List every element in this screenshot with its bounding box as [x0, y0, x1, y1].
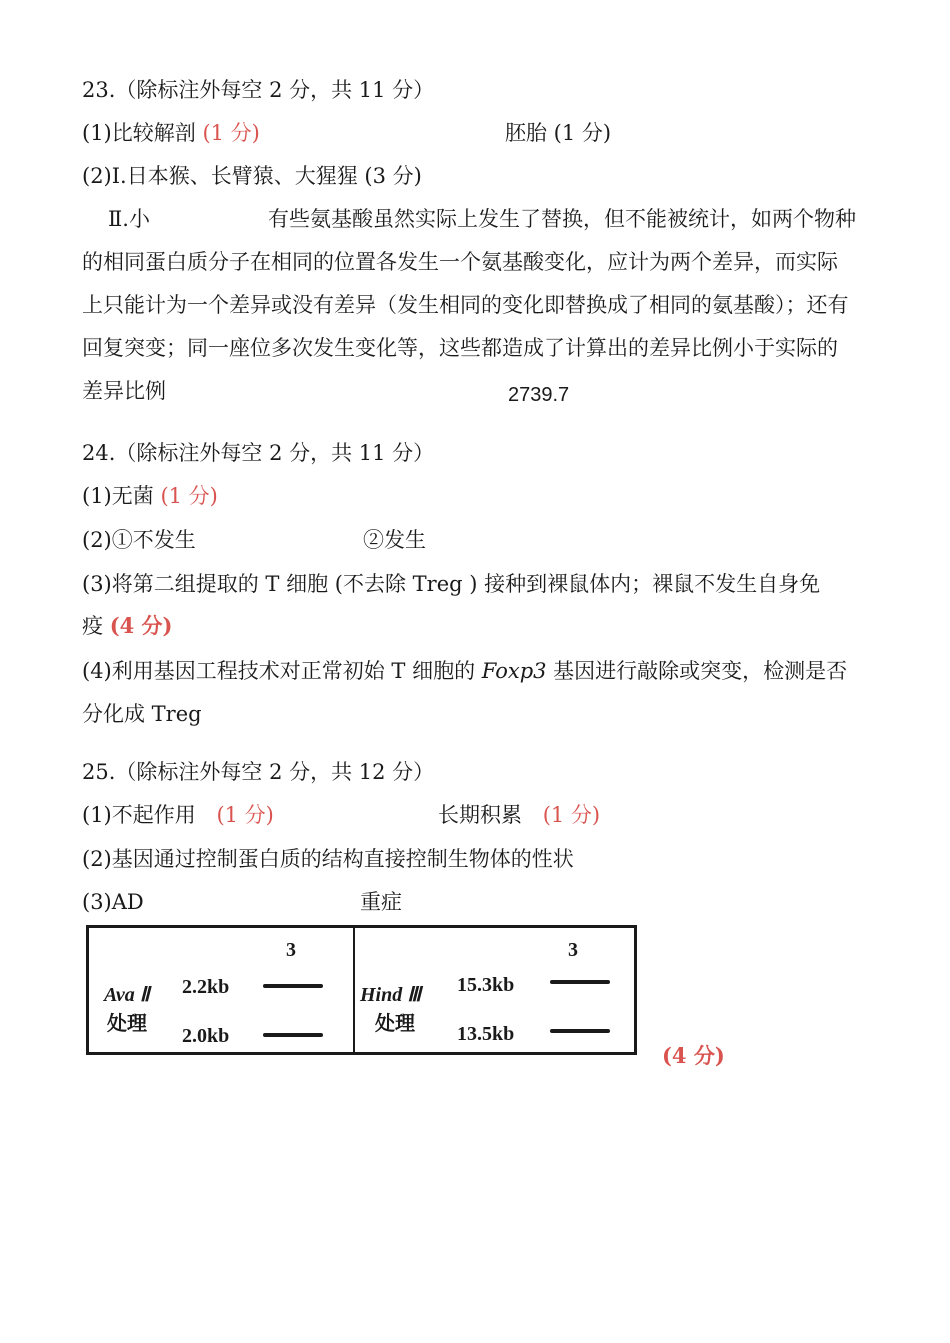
q25-answer-3a: (3)AD — [82, 890, 144, 914]
q24-answer-3-line2-text: 疫 — [82, 614, 103, 638]
q24-answer-3-line2 — [82, 612, 172, 640]
q25-answer-1-score: (1 分) — [216, 803, 274, 827]
left-enzyme: Ava Ⅱ — [104, 984, 150, 1006]
q24-answer-4-line2: 分化成 Treg — [82, 702, 202, 726]
q23-answer-2-i: (2)Ⅰ.日本猴、长臂猿、大猩猩 (3 分) — [82, 164, 422, 188]
q23-answer-1-score: (1 分) — [202, 121, 260, 145]
q25-answer-1-second-label: 长期积累 — [438, 803, 522, 827]
q24-answer-4-gene: Foxp3 — [481, 659, 547, 683]
right-enzyme: Hind Ⅲ — [360, 984, 422, 1006]
q23-answer-1 — [82, 119, 260, 147]
q24-answer-2b: ②发生 — [363, 528, 426, 552]
q23-header: 23.（除标注外每空 2 分，共 11 分） — [82, 78, 435, 102]
q24-answer-1 — [82, 482, 218, 510]
q24-answer-2a: (2)①不发生 — [82, 528, 196, 552]
left-band-2 — [263, 1033, 323, 1037]
q24-answer-4-part-a: (4)利用基因工程技术对正常初始 T 细胞的 — [82, 659, 482, 683]
right-band-1-size: 15.3kb — [457, 974, 515, 996]
table-score: (4 分) — [662, 1043, 725, 1068]
left-band-1 — [263, 984, 323, 988]
right-action: 处理 — [375, 1013, 415, 1035]
q24-header: 24.（除标注外每空 2 分，共 11 分） — [82, 441, 435, 465]
left-action: 处理 — [107, 1013, 147, 1035]
q23-answer-2-ii — [82, 198, 857, 413]
right-band-2 — [550, 1029, 610, 1033]
q24-answer-1-label: (1)无菌 — [82, 484, 154, 508]
right-band-2-size: 13.5kb — [457, 1023, 515, 1045]
left-band-1-size: 2.2kb — [182, 976, 230, 998]
q23-answer-1-label: (1)比较解剖 — [82, 121, 196, 145]
q25-answer-1-label: (1)不起作用 — [82, 803, 196, 827]
q25-answer-3b: 重症 — [360, 890, 402, 914]
table-divider — [353, 928, 355, 1052]
q23-answer-2-ii-prefix: Ⅱ.小 — [108, 207, 150, 231]
right-band-1 — [550, 980, 610, 984]
left-lane-number: 3 — [286, 939, 296, 961]
q25-answer-1-second-score: (1 分) — [542, 803, 601, 827]
q23-answer-2-value: 2739.7 — [508, 384, 570, 406]
q25-answer-2: (2)基因通过控制蛋白质的结构直接控制生物体的性状 — [82, 847, 574, 871]
q25-answer-1-second — [438, 801, 600, 829]
q23-answer-2-ii-text: 有些氨基酸虽然实际上发生了替换，但不能被统计，如两个物种的相同蛋白质分子在相同的位置各发生一个氨基酸变化，应计为两个差异，而实际上只能计为一个差异或没有差异（发生相同的变化即替换成了相同的氨基酸）；还有回复突变；同一座位多次发生变化等，这些都造成了计算出的差异比例小于实际的差异比例 — [82, 207, 856, 403]
q23-answer-1-second: 胚胎 (1 分) — [505, 121, 612, 145]
gel-band-table — [86, 925, 637, 1055]
q24-answer-3-score: (4 分) — [109, 613, 173, 638]
q24-answer-4-line1 — [82, 657, 847, 685]
q24-answer-4-part-b: 基因进行敲除或突变，检测是否 — [546, 659, 848, 683]
q24-answer-3-line1: (3)将第二组提取的 T 细胞 (不去除 Treg ) 接种到裸鼠体内；裸鼠不发生自身免 — [82, 572, 821, 596]
q24-answer-1-score: (1 分) — [160, 484, 218, 508]
q25-header: 25.（除标注外每空 2 分，共 12 分） — [82, 760, 435, 784]
left-band-2-size: 2.0kb — [182, 1025, 230, 1047]
q25-answer-1 — [82, 801, 274, 829]
right-lane-number: 3 — [568, 939, 578, 961]
